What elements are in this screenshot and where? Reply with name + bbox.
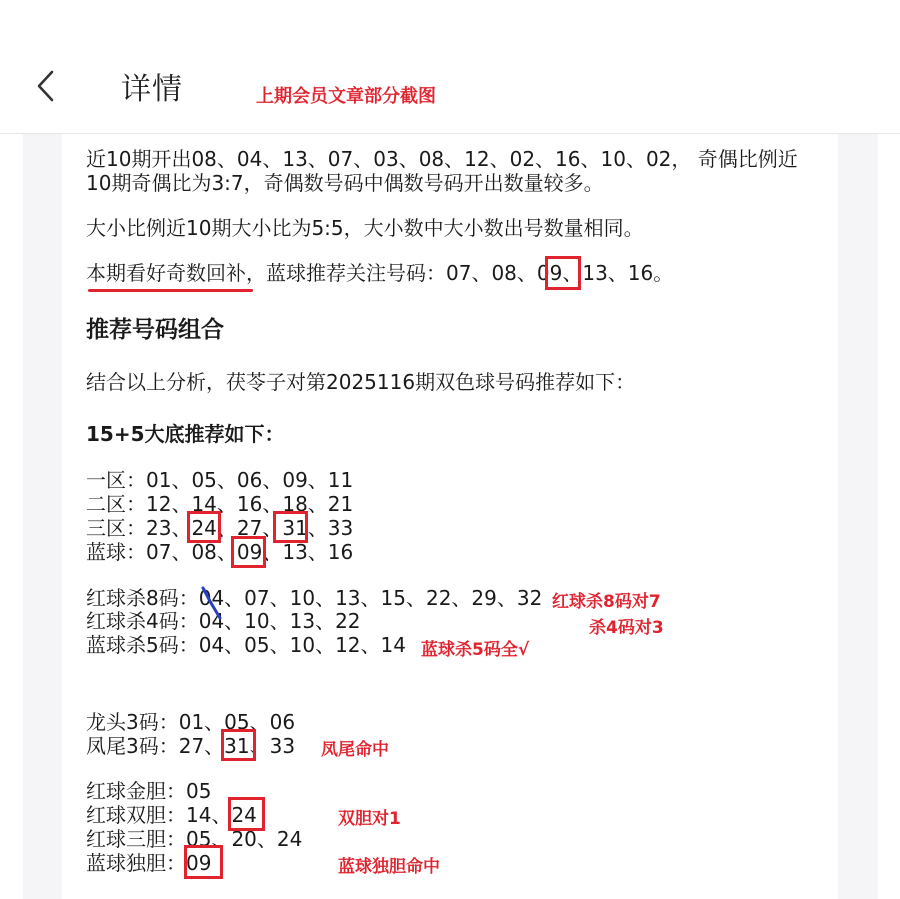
red-underline <box>88 289 253 292</box>
para1-line1: 近10期开出08、04、13、07、03、08、12、02、16、10、02， 奇偶比例近 <box>86 147 798 171</box>
pen-mark <box>198 584 228 624</box>
zone1: 一区：01、05、06、09、11 <box>86 468 354 492</box>
annot-blue-single: 蓝球独胆命中 <box>338 857 440 877</box>
red-double: 红球双胆：14、24 <box>86 803 257 827</box>
kill-blue-5: 蓝球杀5码：04、05、10、12、14 <box>86 633 406 657</box>
subtitle: 15+5大底推荐如下： <box>86 422 285 446</box>
app-header <box>0 0 900 134</box>
right-margin <box>878 134 900 899</box>
annot-double: 双胆对1 <box>338 809 401 829</box>
annot-kill-blue: 蓝球杀5码全√ <box>421 640 530 660</box>
blue-single: 蓝球独胆：09 <box>86 851 212 875</box>
right-gutter <box>838 134 878 899</box>
annot-kill4: 杀4码对3 <box>589 618 664 638</box>
highlight-box-09 <box>231 536 266 568</box>
para2: 大小比例近10期大小比为5:5，大小数中大小数出号数量相同。 <box>86 216 644 240</box>
highlight-box-double-24 <box>228 797 265 831</box>
left-margin <box>0 134 23 899</box>
kill-red-4: 红球杀4码：04、10、13、22 <box>86 609 361 633</box>
red-triple: 红球三胆：05、20、24 <box>86 827 303 851</box>
dragon-head: 龙头3码：01、05、06 <box>86 710 296 734</box>
zone3: 三区：23、24、27、31、33 <box>86 516 354 540</box>
kill-red-8: 红球杀8码：04、07、10、13、15、22、29、32 <box>86 586 543 610</box>
phoenix-tail: 凤尾3码：27、31、33 <box>86 734 296 758</box>
highlight-box-phoenix-31 <box>221 729 256 761</box>
red-gold: 红球金胆：05 <box>86 779 212 803</box>
annot-phoenix: 凤尾命中 <box>321 740 389 760</box>
annot-kill8: 红球杀8码对7 <box>552 592 661 612</box>
highlight-box-31 <box>273 511 308 543</box>
header-annotation: 上期会员文章部分截图 <box>256 86 436 107</box>
chevron-left-icon <box>30 66 60 106</box>
section-title: 推荐号码组合 <box>86 317 224 343</box>
para1-line2: 10期奇偶比为3:7，奇偶数号码中偶数号码开出数量较多。 <box>86 171 604 195</box>
back-button[interactable] <box>30 66 60 106</box>
highlight-box-24 <box>187 511 221 543</box>
highlight-box-blue-09 <box>545 256 581 290</box>
zone2: 二区：12、14、16、18、21 <box>86 492 354 516</box>
blue-zone: 蓝球：07、08、09、13、16 <box>86 540 354 564</box>
intro-text: 结合以上分析，茯苓子对第2025116期双色球号码推荐如下： <box>86 370 636 394</box>
para3: 本期看好奇数回补，蓝球推荐关注号码：07、08、09、13、16。 <box>86 261 674 285</box>
highlight-box-single-09 <box>184 845 223 879</box>
page-title: 详情 <box>121 72 183 107</box>
